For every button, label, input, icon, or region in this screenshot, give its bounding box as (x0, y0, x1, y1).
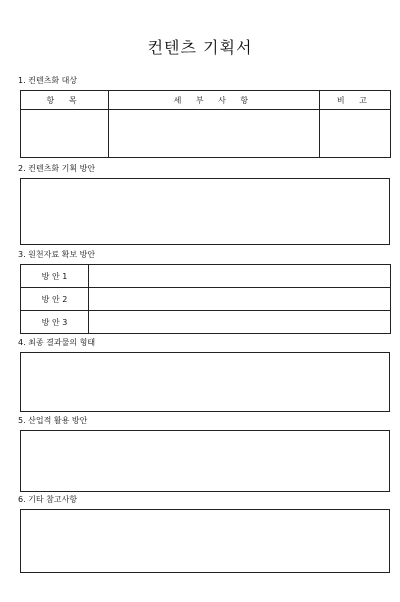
source-row-label: 방 안 2 (21, 288, 89, 311)
target-table (20, 90, 391, 158)
source-row-cell[interactable] (89, 265, 391, 288)
source-row-2 (21, 288, 391, 311)
remarks-cell[interactable] (319, 110, 390, 158)
item-cell[interactable] (21, 110, 109, 158)
other-notes-box[interactable] (20, 509, 390, 573)
industrial-use-box[interactable] (20, 430, 390, 492)
header-details: 세 부 사 항 (109, 91, 320, 110)
source-row-1 (21, 265, 391, 288)
section-4-heading: 4. 최종 결과물의 형태 (18, 338, 96, 347)
section-2-heading: 2. 컨텐츠화 기획 방안 (18, 164, 96, 173)
final-output-box[interactable] (20, 352, 390, 412)
section-3-heading: 3. 원천자료 확보 방안 (18, 250, 96, 259)
source-row-label: 방 안 3 (21, 311, 89, 334)
source-row-3 (21, 311, 391, 334)
header-remarks: 비 고 (319, 91, 390, 110)
target-table-row (21, 110, 391, 158)
planning-box[interactable] (20, 178, 390, 245)
source-row-cell[interactable] (89, 311, 391, 334)
section-5-heading: 5. 산업적 활용 방안 (18, 416, 88, 425)
section-6-heading: 6. 기타 참고사항 (18, 495, 78, 504)
details-cell[interactable] (109, 110, 320, 158)
document-title: 컨텐츠 기획서 (147, 38, 253, 57)
target-table-header-row (21, 91, 391, 110)
source-row-cell[interactable] (89, 288, 391, 311)
section-1-heading: 1. 컨텐츠화 대상 (18, 76, 78, 85)
source-row-label: 방 안 1 (21, 265, 89, 288)
header-item: 항 목 (21, 91, 109, 110)
source-table (20, 264, 391, 334)
